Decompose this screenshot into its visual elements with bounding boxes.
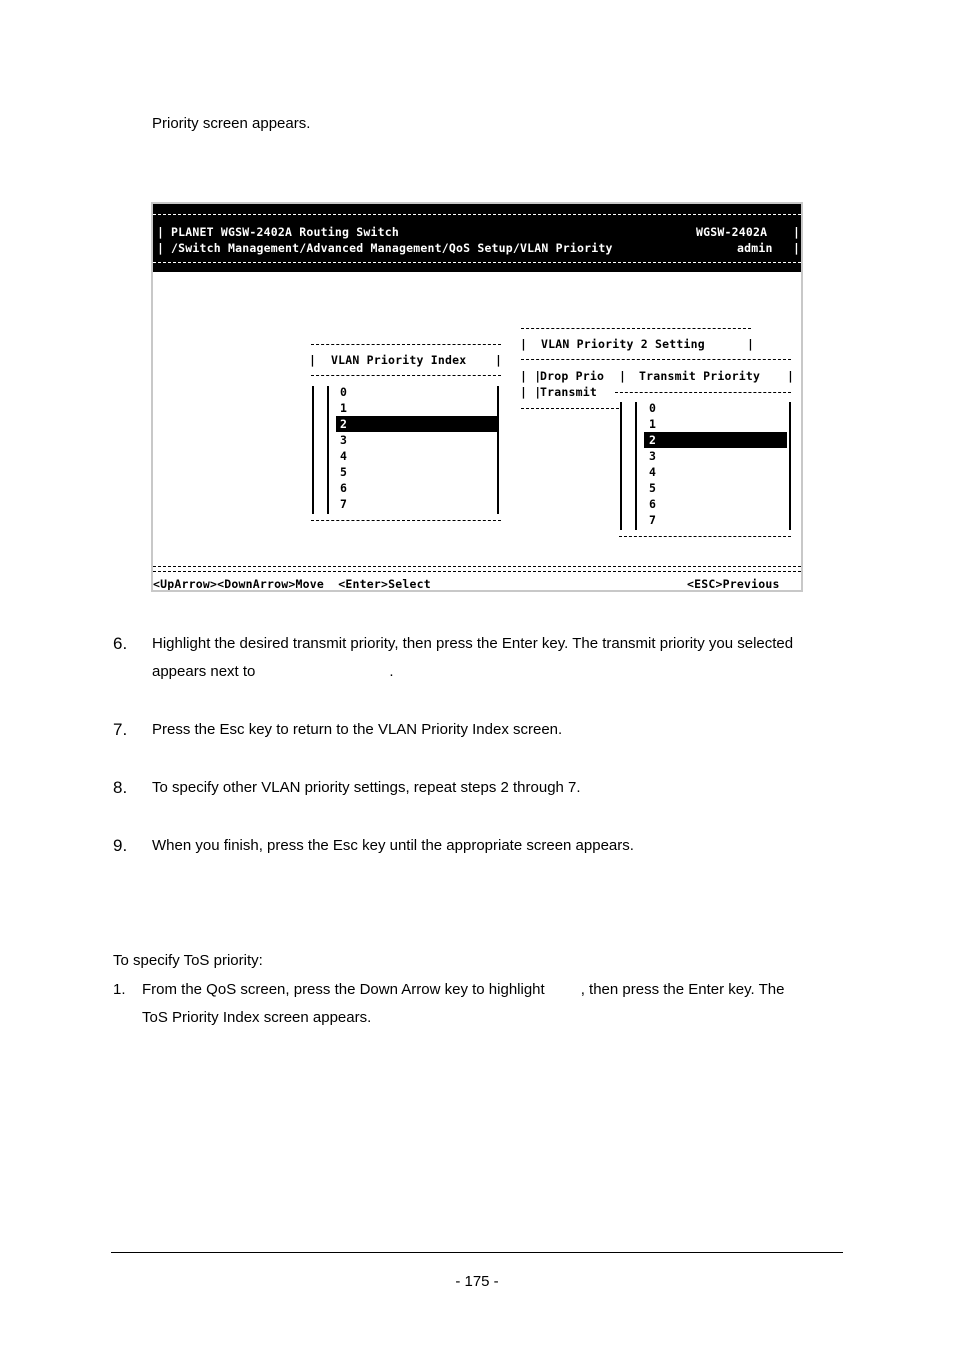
setting-panel-title: VLAN Priority 2 Setting xyxy=(541,337,705,351)
setting-item-1[interactable]: 1 xyxy=(649,417,657,431)
index-item-3[interactable]: 3 xyxy=(340,433,348,447)
step-text: Highlight the desired transmit priority, then press the Enter key. The transmit priority you selected appears next to . xyxy=(152,635,794,680)
terminal-title: PLANET WGSW-2402A Routing Switch xyxy=(171,225,399,239)
page-number: - 175 - xyxy=(455,1273,499,1290)
terminal-footer-esc: <ESC>Previous xyxy=(687,577,780,591)
setting-item-5[interactable]: 5 xyxy=(649,481,657,495)
setting-item-0[interactable]: 0 xyxy=(649,401,657,415)
col-transmit-priority: Transmit Priority xyxy=(639,369,761,383)
setting-item-4[interactable]: 4 xyxy=(649,465,657,479)
tos-step-number: 1. xyxy=(113,981,126,998)
terminal-screenshot: | PLANET WGSW-2402A Routing Switch WGSW-2402A | | /Switch Management/Advanced Management/QoS Setup/VLAN Priority admin | | VLAN Priority Index | 0 1 2 3 4 5 6 7 | VLAN Priority 2 Setting | | | Drop Prio | Transmit Priority | | | Transmit 0 1 2 3 4 5 6 7 <UpArrow><DownArrow>Move <Enter>Select <ESC>Previous xyxy=(151,202,803,592)
index-item-5[interactable]: 5 xyxy=(340,465,348,479)
index-item-6[interactable]: 6 xyxy=(340,481,348,495)
index-panel-title: VLAN Priority Index xyxy=(331,353,467,367)
col-transmit: Transmit xyxy=(540,385,597,399)
setting-item-2-selected[interactable]: 2 xyxy=(644,432,787,448)
step-number: 8. xyxy=(113,778,128,797)
setting-item-7[interactable]: 7 xyxy=(649,513,657,527)
step-text: When you finish, press the Esc key until the appropriate screen appears. xyxy=(152,837,634,854)
setting-item-3[interactable]: 3 xyxy=(649,449,657,463)
terminal-user: admin xyxy=(737,241,773,255)
footer-rule xyxy=(111,1252,843,1253)
step-text: To specify other VLAN priority settings, repeat steps 2 through 7. xyxy=(152,779,581,796)
step-text: Press the Esc key to return to the VLAN Priority Index screen. xyxy=(152,721,563,738)
step-number: 7. xyxy=(113,720,128,739)
terminal-model: WGSW-2402A xyxy=(696,225,768,239)
intro-text: Priority screen appears. xyxy=(152,115,311,132)
setting-item-6[interactable]: 6 xyxy=(649,497,657,511)
step-number: 6. xyxy=(113,634,128,653)
terminal-header: | PLANET WGSW-2402A Routing Switch WGSW-2402A | | /Switch Management/Advanced Management/QoS Setup/VLAN Priority admin | xyxy=(153,204,801,272)
terminal-footer-keys: <UpArrow><DownArrow>Move <Enter>Select xyxy=(153,577,431,591)
index-item-1[interactable]: 1 xyxy=(340,401,348,415)
index-item-4[interactable]: 4 xyxy=(340,449,348,463)
col-drop-prio: Drop Prio xyxy=(540,369,605,383)
index-item-0[interactable]: 0 xyxy=(340,385,348,399)
step-number: 9. xyxy=(113,836,128,855)
tos-step-text: From the QoS screen, press the Down Arrow key to highlight , then press the Enter key. The xyxy=(142,981,785,998)
tos-step-text-cont: ToS Priority Index screen appears. xyxy=(142,1009,372,1026)
index-item-2-selected[interactable]: 2 xyxy=(336,416,498,432)
tos-heading: To specify ToS priority: xyxy=(113,952,263,969)
index-item-7[interactable]: 7 xyxy=(340,497,348,511)
terminal-path: /Switch Management/Advanced Management/QoS Setup/VLAN Priority xyxy=(171,241,613,255)
